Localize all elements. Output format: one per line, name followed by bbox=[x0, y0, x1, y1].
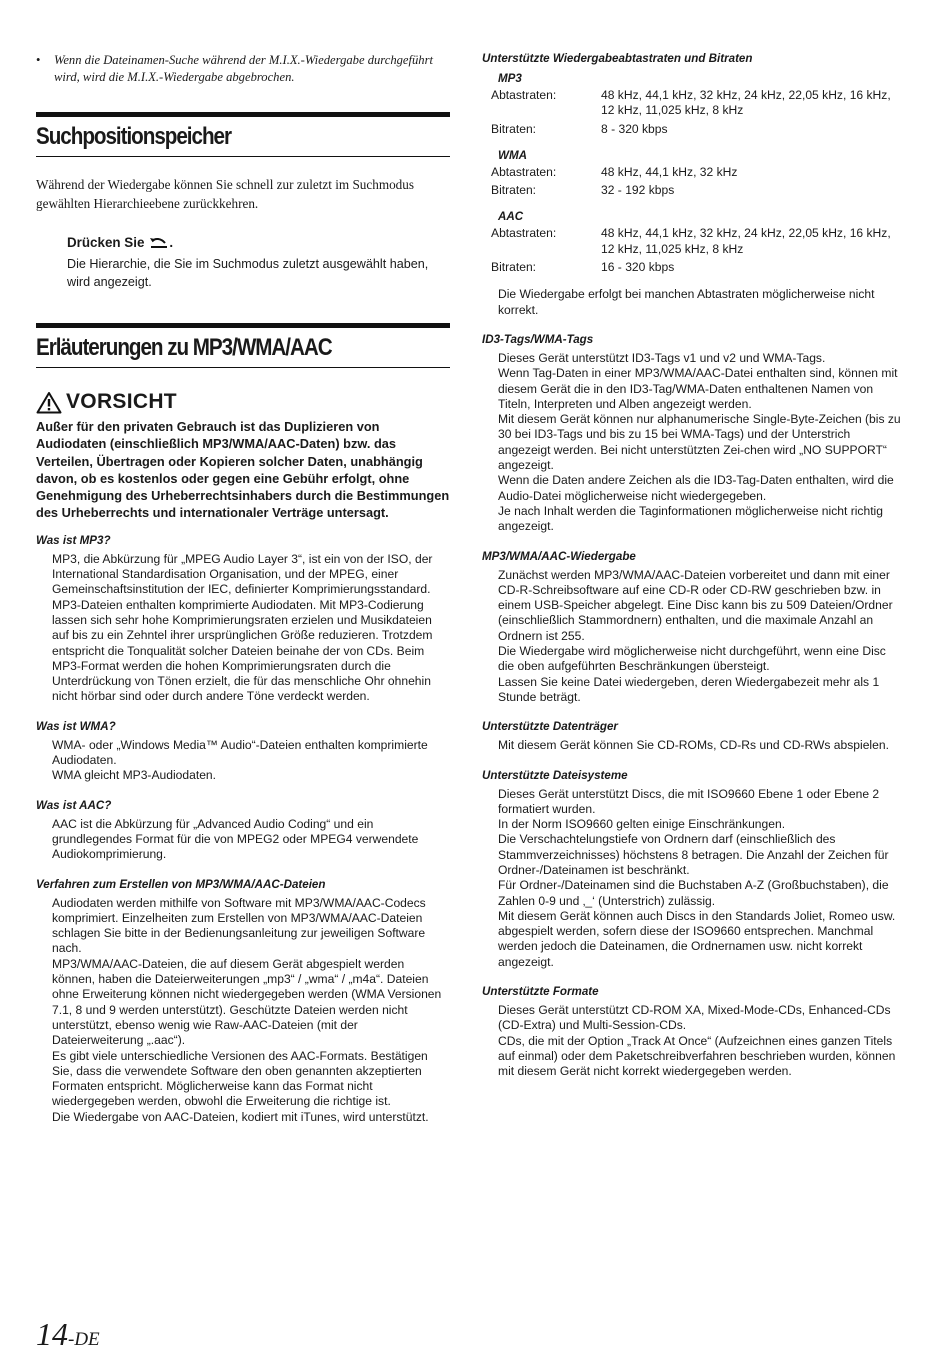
wma-paragraph bbox=[52, 738, 450, 784]
formats-paragraph bbox=[498, 1003, 902, 1079]
fs-line: In der Norm ISO9660 gelten einige Einschränkungen. bbox=[498, 817, 786, 832]
right-column bbox=[482, 52, 902, 1080]
id3-line: Dieses Gerät unterstützt ID3-Tags v1 und v2 und WMA-Tags. bbox=[498, 350, 826, 365]
formats-line: CDs, die mit der Option „Track At Once“ (Aufzeichnen eines ganzen Titels auf einmal) oder dem Paketschreibverfahren beschrieben wurden, können mit diesem Gerät nicht korrekt wiedergegeben werden. bbox=[498, 1033, 896, 1079]
filesystems-paragraph bbox=[498, 787, 902, 971]
rate-value: 48 kHz, 44,1 kHz, 32 kHz, 24 kHz, 22,05 kHz, 16 kHz, 12 kHz, 11,025 kHz, 8 kHz bbox=[601, 88, 891, 118]
mp3-rates-label: MP3 bbox=[498, 72, 522, 85]
filesystems-heading: Unterstützte Dateisysteme bbox=[482, 768, 628, 782]
page-language-suffix: -DE bbox=[68, 1329, 100, 1350]
rates-note: Die Wiedergabe erfolgt bei manchen Abtastraten möglicherweise nicht korrekt. bbox=[498, 287, 875, 317]
step-title bbox=[67, 235, 450, 250]
aac-heading: Was ist AAC? bbox=[36, 798, 112, 812]
formats-heading: Unterstützte Formate bbox=[482, 985, 599, 999]
rate-key: Bitraten: bbox=[491, 121, 537, 136]
formats-line: Dieses Gerät unterstützt CD-ROM XA, Mixed-Mode-CDs, Enhanced-CDs (CD-Extra) und Multi-Session-CDs. bbox=[498, 1003, 891, 1033]
aac-bitrate-row bbox=[482, 260, 902, 275]
rates-heading: Unterstützte Wiedergabeabtastraten und Bitraten bbox=[482, 52, 753, 65]
rate-key: Abtastraten: bbox=[491, 88, 557, 102]
mp3-bitrate-row bbox=[482, 122, 902, 137]
id3-heading: ID3-Tags/WMA-Tags bbox=[482, 332, 594, 346]
playback-paragraph bbox=[498, 568, 902, 706]
aac-sampling-row bbox=[482, 226, 902, 257]
mp3-sampling-row bbox=[482, 88, 902, 119]
section-title: Suchpositionspeicher bbox=[36, 123, 231, 150]
rate-value: 16 - 320 kbps bbox=[601, 260, 675, 275]
aac-paragraph: AAC ist die Abkürzung für „Advanced Audio Coding“ und ein grundlegendes Format für die von MPEG2 oder MPEG4 verwendete Audiokomprimierung. bbox=[52, 816, 419, 862]
rate-value: 48 kHz, 44,1 kHz, 32 kHz, 24 kHz, 22,05 kHz, 16 kHz, 12 kHz, 11,025 kHz, 8 kHz bbox=[601, 226, 891, 256]
fs-line: Dieses Gerät unterstützt Discs, die mit ISO9660 Ebene 1 oder Ebene 2 formatiert wurden. bbox=[498, 786, 880, 816]
step-title-text: Drücken Sie bbox=[67, 235, 145, 250]
mp3-heading: Was ist MP3? bbox=[36, 533, 111, 547]
mix-note-bullet bbox=[36, 52, 450, 86]
mp3-paragraph: MP3, die Abkürzung für „MPEG Audio Layer 3“, ist ein von der ISO, der International Standardisation Organisation, und der MPEG, einer Gemeinschaftsinstitution der IEC, definierter Komprimierungsstandard. MP3-Dateien enthalten komprimierte Audiodaten. Mit MP3-Codierung lassen sich sehr hohe Komprimierungsraten erzielen und Musikdateien auf bis zu ein Zehntel ihrer ursprünglichen Größe reduzieren. Trotzdem entspricht die Tonqualität solcher Dateien beinahe der von CDs. Beim MP3-Format werden die hohen Komprimierungsraten durch die Unterdrückung von Tönen erzielt, die für das menschliche Ohr ohnehin nicht hörbar sind oder durch andere Töne verdeckt werden. bbox=[52, 551, 433, 704]
create-line: Die Wiedergabe von AAC-Dateien, kodiert mit iTunes, wird unterstützt. bbox=[52, 1109, 429, 1124]
caution-header bbox=[36, 390, 450, 414]
caution-label: VORSICHT bbox=[66, 390, 177, 413]
playback-line: Zunächst werden MP3/WMA/AAC-Dateien vorbereitet und dann mit einer CD-R-Schreibsoftware auf eine CD-R oder CD-RW geschrieben bzw. in einem USB-Speicher abgelegt. Eine Disc kann bis zu 509 Dateien/Ordner (einschließlich Stammordnern) enthalten, und die maximale Anzahl an Ordnern ist 255. bbox=[498, 567, 893, 643]
create-line: Audiodaten werden mithilfe von Software mit MP3/WMA/AAC-Codecs komprimiert. Einzelheiten zum Erstellen von MP3/WMA/AAC-Dateien schlagen Sie bitte in der Bedienungsanleitung zur jeweiligen Software nach. bbox=[52, 895, 426, 956]
bullet-dot: • bbox=[36, 53, 41, 67]
id3-line: Je nach Inhalt werden die Taginformationen möglicherweise nicht richtig angezeigt. bbox=[498, 503, 883, 534]
page-number-value: 14 bbox=[36, 1316, 68, 1352]
wma-heading: Was ist WMA? bbox=[36, 719, 116, 733]
rate-value: 32 - 192 kbps bbox=[601, 183, 675, 198]
warning-triangle-icon bbox=[36, 391, 62, 414]
fs-line: Die Verschachtelungstiefe von Ordnern darf (einschließlich des Stammverzeichnisses) höchstens 8 betragen. Die Anzahl der Zeichen für Ordner-/Dateinamen ist beschränkt. bbox=[498, 832, 889, 877]
left-column bbox=[36, 52, 450, 1125]
create-files-heading: Verfahren zum Erstellen von MP3/WMA/AAC-Dateien bbox=[36, 877, 326, 891]
section-search-memory-header bbox=[36, 112, 450, 157]
rate-key: Abtastraten: bbox=[491, 226, 557, 241]
step-title-period: . bbox=[169, 235, 174, 250]
id3-line: Wenn die Daten andere Zeichen als die ID3-Tag-Daten enthalten, wird die Audio-Datei möglicherweise nicht wiedergegeben. bbox=[498, 473, 894, 503]
rate-key: Abtastraten: bbox=[491, 164, 557, 179]
media-heading: Unterstützte Datenträger bbox=[482, 720, 618, 734]
fs-line: Mit diesem Gerät können auch Discs in den Standards Joliet, Romeo usw. abgespielt werden, sofern diese der ISO9660 entsprechen. Manchmal werden jedoch die Dateinamen, die Ordnernamen usw. nicht korrekt angezeigt. bbox=[498, 908, 896, 969]
step-result-text: Die Hierarchie, die Sie im Suchmodus zuletzt ausgewählt haben, wird angezeigt. bbox=[67, 257, 429, 289]
playback-heading: MP3/WMA/AAC-Wiedergabe bbox=[482, 549, 636, 563]
wma-rates-label: WMA bbox=[498, 148, 527, 162]
section-title: Erläuterungen zu MP3/WMA/AAC bbox=[36, 334, 332, 361]
create-line: MP3/WMA/AAC-Dateien, die auf diesem Gerät abgespielt werden können, haben die Dateierweiterungen „mp3“ / „wma“ / „m4a“. Dateien ohne Erweiterung können nicht wiedergegeben werden (WMA Versionen 7.1, 8 und 9 werden unterstützt). Geschützte Dateien werden nicht unterstützt, ebenso wenig wie Raw-AAC-Dateien (mit der Dateierweiterung „.aac“). bbox=[52, 956, 442, 1048]
page-number bbox=[36, 1316, 100, 1353]
fs-line: Für Ordner-/Dateinamen sind die Buchstaben A-Z (Großbuchstaben), die Zahlen 0-9 und ‚_‘ (Unterstrich) zulässig. bbox=[498, 878, 889, 908]
wma-line: WMA- oder „Windows Media™ Audio“-Dateien enthalten komprimierte Audiodaten. bbox=[52, 737, 428, 768]
wma-line: WMA gleicht MP3-Audiodaten. bbox=[52, 768, 217, 783]
rate-key: Bitraten: bbox=[491, 183, 537, 198]
playback-line: Die Wiedergabe wird möglicherweise nicht durchgeführt, wenn eine Disc die oben aufgeführten Beschränkungen übersteigt. bbox=[498, 644, 886, 674]
playback-line: Lassen Sie keine Datei wiedergeben, deren Wiedergabezeit mehr als 1 Stunde beträgt. bbox=[498, 674, 880, 704]
create-line: Es gibt viele unterschiedliche Versionen des AAC-Formats. Bestätigen Sie, dass die verwendete Software den oben genannten akzeptierten Formaten entspricht. Möglicherweise kann das Format nicht wiedergegeben werden, obwohl die Erweiterung die richtige ist. bbox=[52, 1048, 428, 1109]
id3-paragraph bbox=[498, 351, 902, 535]
mix-note-text: Wenn die Dateinamen-Suche während der M.I.X.-Wiedergabe durchgeführt wird, wird die M.I.X.-Wiedergabe abgebrochen. bbox=[54, 53, 434, 84]
search-memory-intro: Während der Wiedergabe können Sie schnell zur zuletzt im Suchmodus gewählten Hierarchieebene zurückkehren. bbox=[36, 177, 415, 211]
create-files-paragraph bbox=[52, 896, 450, 1125]
wma-bitrate-row bbox=[482, 183, 902, 198]
id3-line: Wenn Tag-Daten in einer MP3/WMA/AAC-Datei enthalten sind, können mit diesem Gerät die in den ID3-Tag/WMA-Daten enthaltenen Namen von Titeln, Interpreten und Alben angezeigt werden. bbox=[498, 366, 898, 411]
rate-value: 8 - 320 kbps bbox=[601, 121, 668, 136]
id3-line: Mit diesem Gerät können nur alphanumerische Single-Byte-Zeichen (bis zu 30 bei ID3-Tags und bis zu 15 bei WMA-Tags) und der Unterstrich angezeigt werden. Bei nicht unterstützten Zei-chen wird „NO SUPPORT“ angezeigt. bbox=[498, 412, 901, 473]
rate-key: Bitraten: bbox=[491, 260, 537, 275]
return-arrow-icon bbox=[149, 237, 169, 249]
media-paragraph: Mit diesem Gerät können Sie CD-ROMs, CD-Rs und CD-RWs abspielen. bbox=[498, 738, 889, 753]
wma-sampling-row bbox=[482, 165, 902, 180]
aac-rates-label: AAC bbox=[498, 210, 524, 224]
rate-value: 48 kHz, 44,1 kHz, 32 kHz bbox=[601, 164, 738, 179]
section-mp3-wma-aac-header bbox=[36, 323, 450, 368]
caution-text: Außer für den privaten Gebrauch ist das Duplizieren von Audiodaten (einschließlich MP3/WMA/AAC-Daten) bzw. das Verteilen, Übertragen oder Kopieren solcher Daten, unabhängig davon, ob es kostenlos oder gegen eine Gebühr erfolgt, ohne Genehmigung des Urheberrechtsinhabers durch die Bestimmungen des Urheberrechts und internationaler Verträge untersagt. bbox=[36, 419, 450, 521]
